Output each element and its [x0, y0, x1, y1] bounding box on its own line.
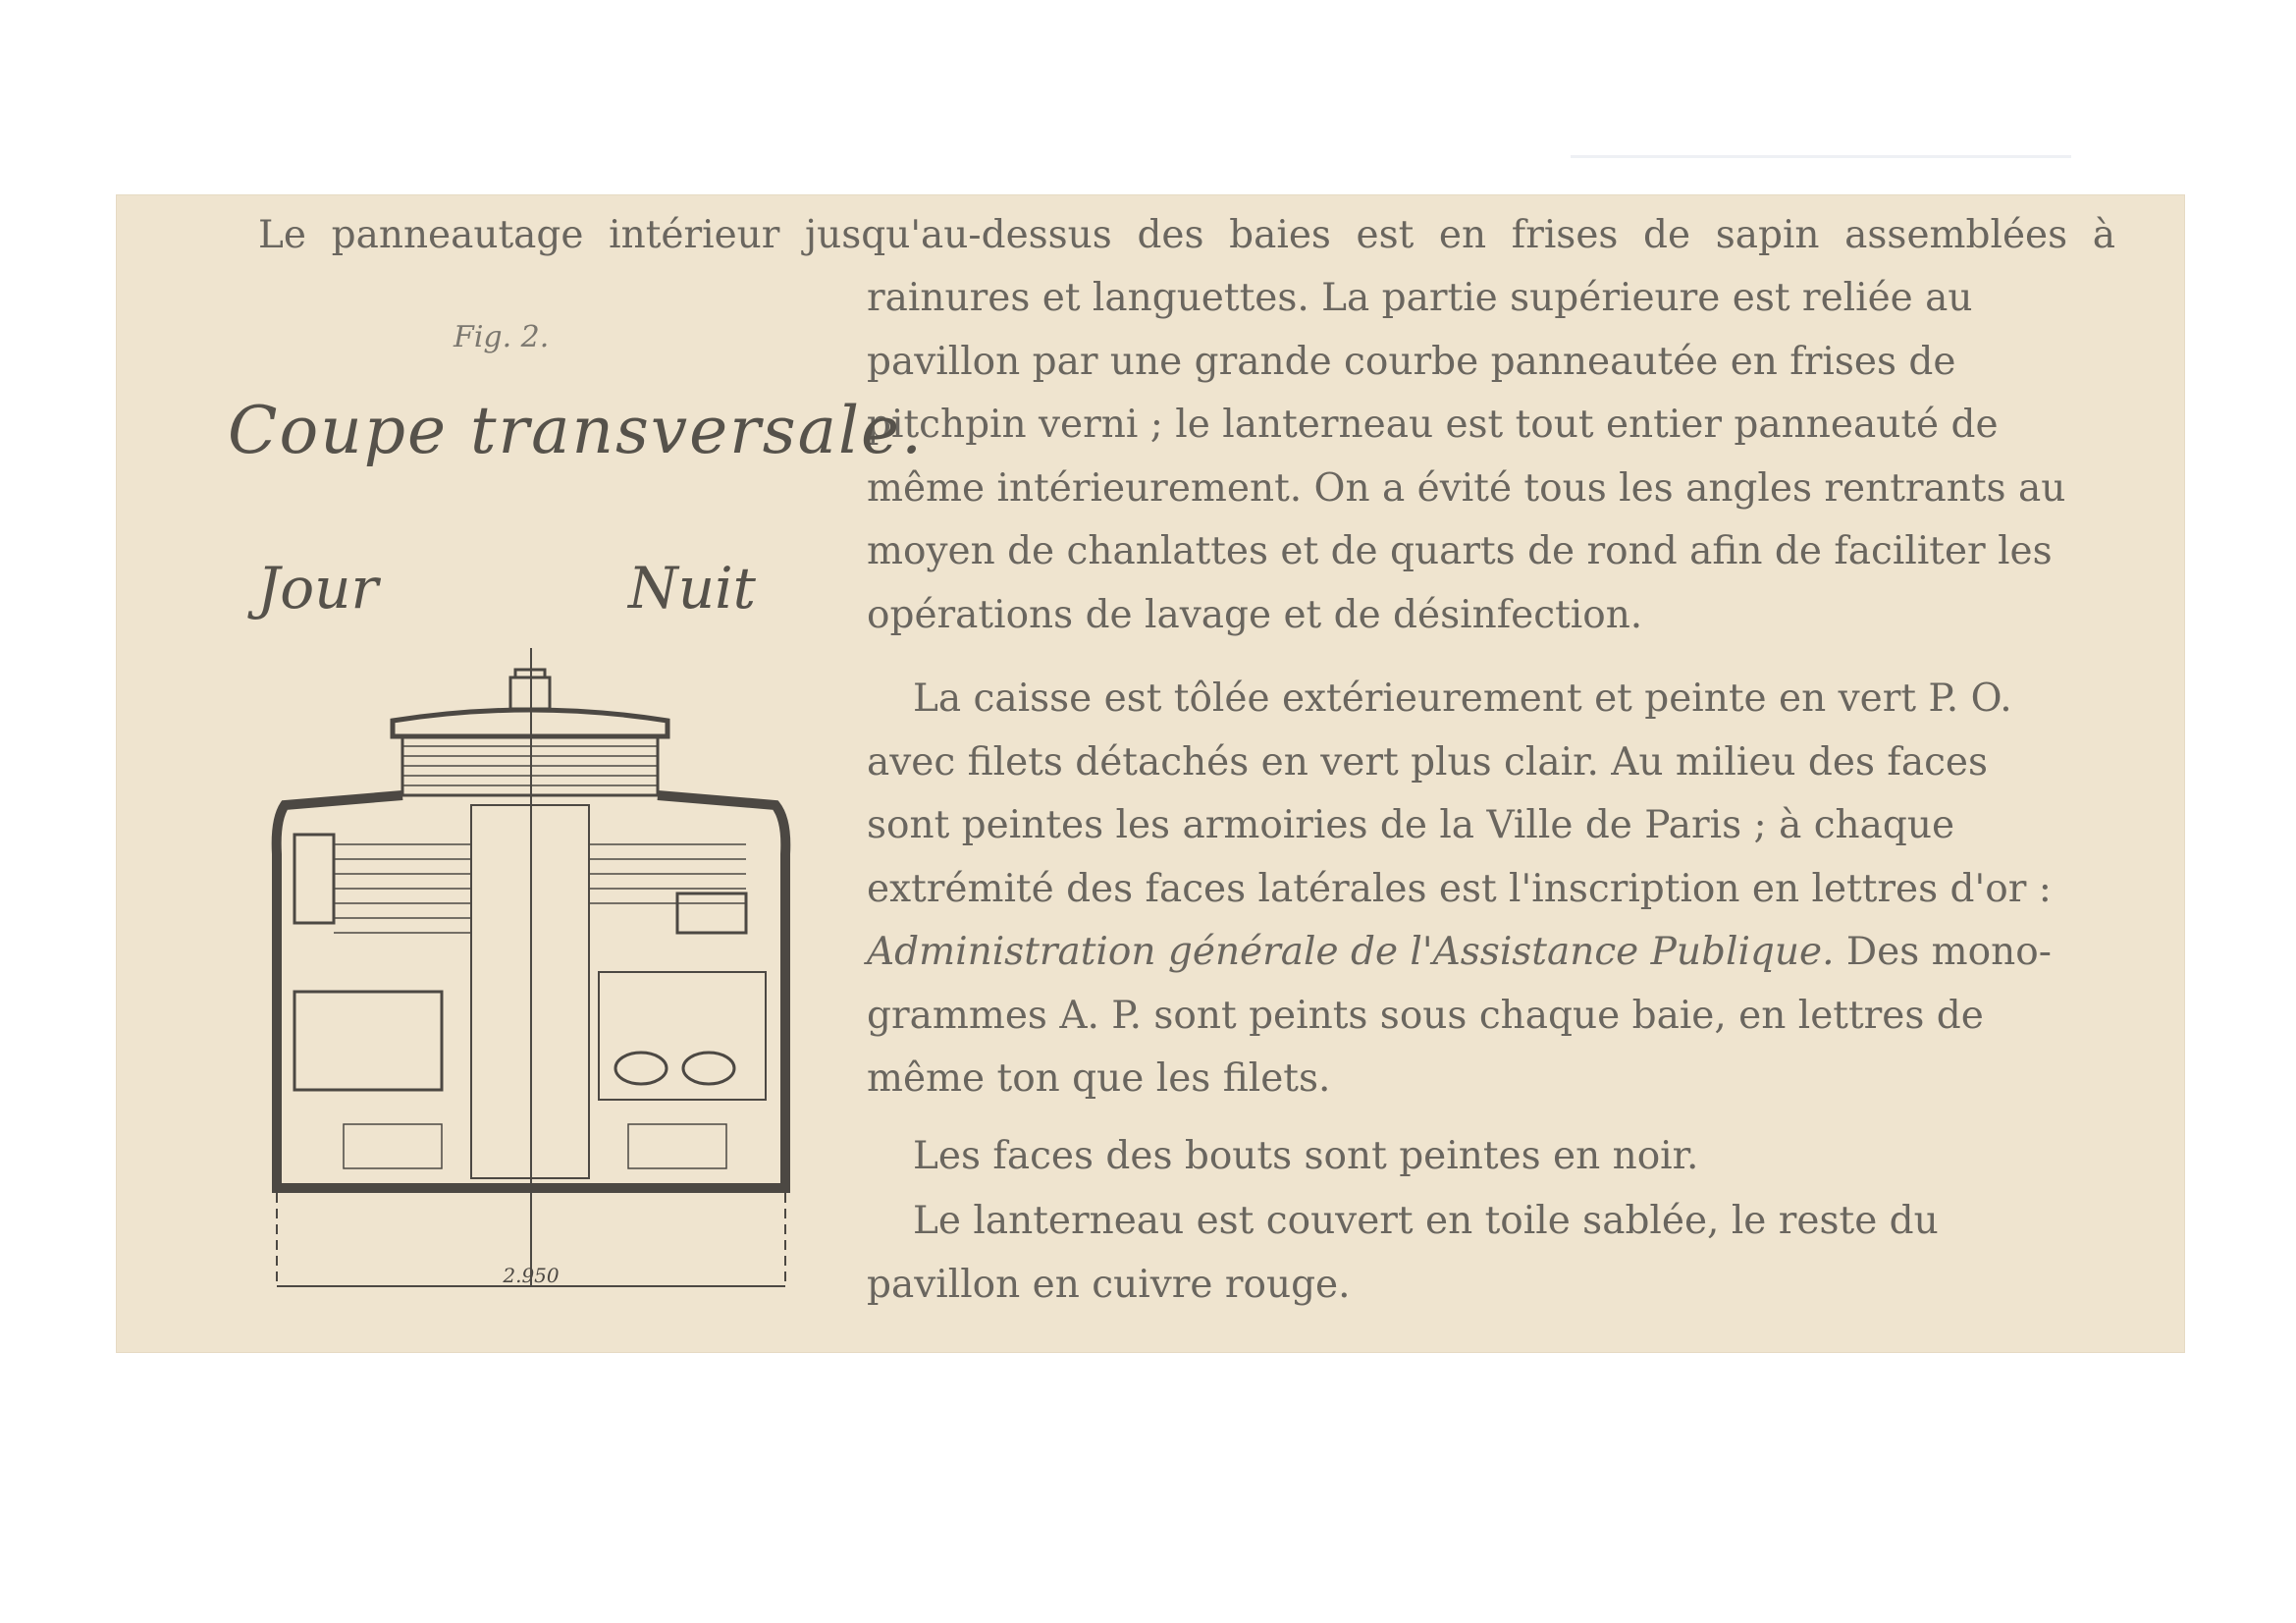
text-line: opérations de lavage et de désinfection.: [867, 592, 1643, 637]
italic-inscription: Administration générale de l'Assistance Publique.: [867, 930, 1835, 974]
text-line: Les faces des bouts sont peintes en noir.: [913, 1134, 1699, 1178]
text-line: moyen de chanlattes et de quarts de rond afin de faciliter les: [867, 529, 2053, 573]
text-fragment: Des mono-: [1834, 930, 2052, 974]
pillow-right: [683, 1053, 734, 1084]
radiator-left: [344, 1124, 442, 1168]
first-line: Le panneautage intérieur jusqu'au-dessus des baies est en frises de sapin assemblées à: [258, 213, 2115, 257]
text-line: Le lanterneau est couvert en toile sablée, le reste du: [913, 1199, 1939, 1243]
text-line: [867, 921, 2115, 985]
text-line: pavillon en cuivre rouge.: [867, 1262, 1351, 1307]
caption-nuit: Nuit: [628, 555, 756, 622]
text-line: extrémité des faces latérales est l'inscription en lettres d'or :: [867, 866, 2052, 911]
paragraph-2: [867, 668, 2115, 1111]
figure-title: Coupe transversale.: [228, 393, 925, 468]
text-line: pitchpin verni ; le lanterneau est tout entier panneauté de: [867, 403, 1999, 447]
caption-jour: Jour: [257, 555, 379, 622]
pillow-upper: [677, 893, 746, 933]
text-line: avec filets détachés en vert plus clair. Au milieu des faces: [867, 739, 1989, 784]
paragraph-1: [867, 267, 2115, 647]
scan-edge-line: [1571, 155, 2071, 158]
radiator-right: [628, 1124, 726, 1168]
text-line: rainures et languettes. La partie supérieure est reliée au: [867, 276, 1973, 320]
left-bed: [294, 992, 442, 1090]
figure-label: Fig. 2.: [454, 320, 550, 354]
text-line: sont peintes les armoiries de la Ville de Paris ; à chaque: [867, 803, 1955, 847]
text-line: même intérieurement. On a évité tous les angles rentrants au: [867, 465, 2066, 511]
pillow-left: [615, 1053, 667, 1084]
dimension-label: 2.950: [503, 1264, 560, 1287]
folding-bunk: [294, 835, 334, 923]
text-line: La caisse est tôlée extérieurement et peinte en vert P. O.: [913, 676, 2012, 721]
paragraph-3: [867, 1125, 2115, 1189]
carriage-cross-section-drawing: [255, 648, 805, 1316]
text-line: grammes A. P. sont peints sous chaque baie, en lettres de: [867, 993, 1984, 1038]
text-line: même ton que les filets.: [867, 1056, 1331, 1101]
text-line: pavillon par une grande courbe panneautée en frises de: [867, 339, 1956, 384]
paragraph-4: [867, 1190, 2115, 1317]
wall-hatching-left: [334, 844, 471, 933]
